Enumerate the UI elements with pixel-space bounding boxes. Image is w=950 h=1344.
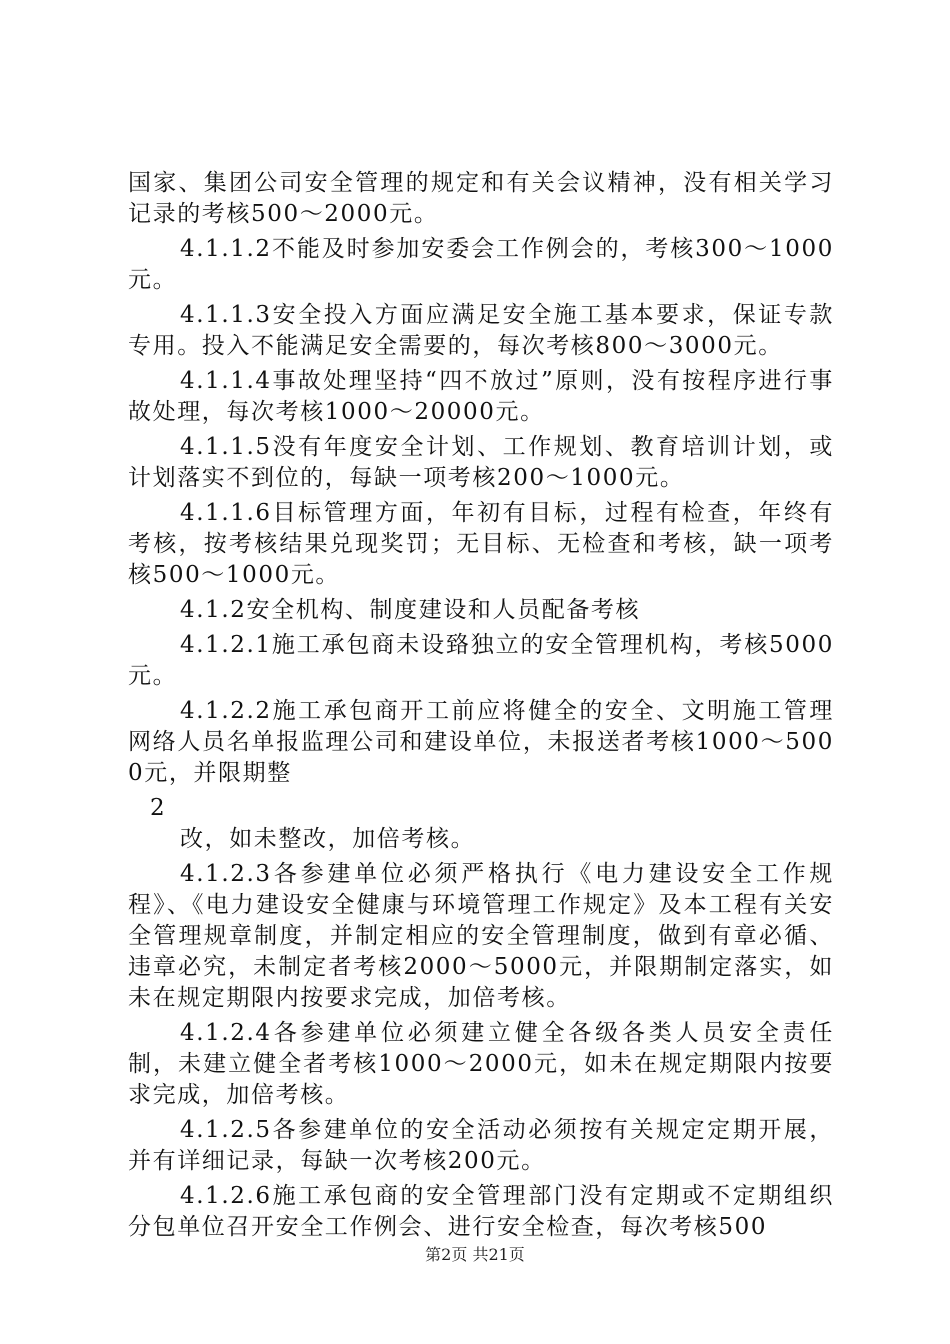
paragraph-4-1-2-2: 4.1.2.2施工承包商开工前应将健全的安全、文明施工管理网络人员名单报监理公司和建设单位，未报送者考核1000～5000元，并限期整 xyxy=(128,698,834,786)
paragraph-4-1-2-3: 4.1.2.3各参建单位必须严格执行《电力建设安全工作规程》、《电力建设安全健康与环境管理工作规定》及本工程有关安全管理规章制度，并制定相应的安全管理制度，做到有章必循、违章必究，未制定者考核2000～5000元，并限期制定落实，如未在规定期限内按要求完成，加倍考核。 xyxy=(128,861,834,1011)
paragraph-4-1-1-3: 4.1.1.3安全投入方面应满足安全施工基本要求，保证专款专用。投入不能满足安全需要的，每次考核800～3000元。 xyxy=(128,302,834,359)
paragraph-4-1-2-4: 4.1.2.4各参建单位必须建立健全各级各类人员安全责任制，未建立健全者考核1000～2000元，如未在规定期限内按要求完成，加倍考核。 xyxy=(128,1020,834,1108)
section-heading-4-1-2: 4.1.2安全机构、制度建设和人员配备考核 xyxy=(180,597,641,623)
paragraph-continuation-2: 改，如未整改，加倍考核。 xyxy=(180,826,476,852)
paragraph-4-1-2-1: 4.1.2.1施工承包商未设臵独立的安全管理机构，考核5000元。 xyxy=(128,632,834,689)
paragraph-4-1-1-2: 4.1.1.2不能及时参加安委会工作例会的，考核300～1000元。 xyxy=(128,236,834,293)
paragraph-continuation: 国家、集团公司安全管理的规定和有关会议精神，没有相关学习记录的考核500～2000元。 xyxy=(128,170,834,227)
paragraph-4-1-1-5: 4.1.1.5没有年度安全计划、工作规划、教育培训计划，或计划落实不到位的，每缺一项考核200～1000元。 xyxy=(128,434,834,491)
paragraph-4-1-1-4: 4.1.1.4事故处理坚持“四不放过”原则，没有按程序进行事故处理，每次考核1000～20000元。 xyxy=(128,368,834,425)
page-footer: 第2页 共21页 xyxy=(425,1245,525,1264)
document-body xyxy=(128,168,834,1247)
paragraph-4-1-1-6: 4.1.1.6目标管理方面，年初有目标，过程有检查，年终有考核，按考核结果兑现奖罚；无目标、无检查和考核，缺一项考核500～1000元。 xyxy=(128,500,834,588)
paragraph-4-1-2-5: 4.1.2.5各参建单位的安全活动必须按有关规定定期开展，并有详细记录，每缺一次考核200元。 xyxy=(128,1117,834,1174)
inline-page-number: 2 xyxy=(150,795,165,821)
paragraph-4-1-2-6: 4.1.2.6施工承包商的安全管理部门没有定期或不定期组织分包单位召开安全工作例会、进行安全检查，每次考核500 xyxy=(128,1183,834,1240)
